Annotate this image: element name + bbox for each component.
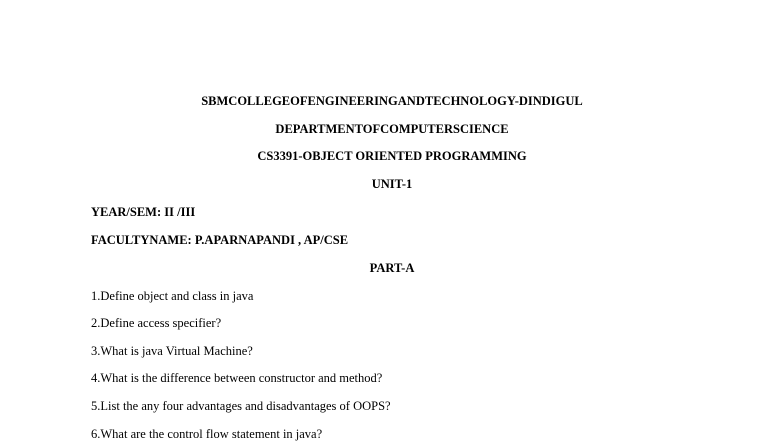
question-3: 3.What is java Virtual Machine? [91,344,253,358]
unit-title: UNIT-1 [371,177,413,191]
course-title: CS3391-OBJECT ORIENTED PROGRAMMING [257,149,527,163]
question-1: 1.Define object and class in java [91,289,254,303]
college-title: SBMCOLLEGEOFENGINEERINGANDTECHNOLOGY-DINDIGUL [201,94,583,108]
year-sem: YEAR/SEM: II /III [91,205,196,219]
part-heading: PART-A [369,261,415,275]
question-6: 6.What are the control flow statement in java? [91,427,323,441]
department-title: DEPARTMENTOFCOMPUTERSCIENCE [275,122,509,136]
question-5: 5.List the any four advantages and disadvantages of OOPS? [91,399,391,413]
question-4: 4.What is the difference between constructor and method? [91,371,383,385]
faculty-name: FACULTYNAME: P.APARNAPANDI , AP/CSE [91,233,349,247]
question-2: 2.Define access specifier? [91,316,222,330]
